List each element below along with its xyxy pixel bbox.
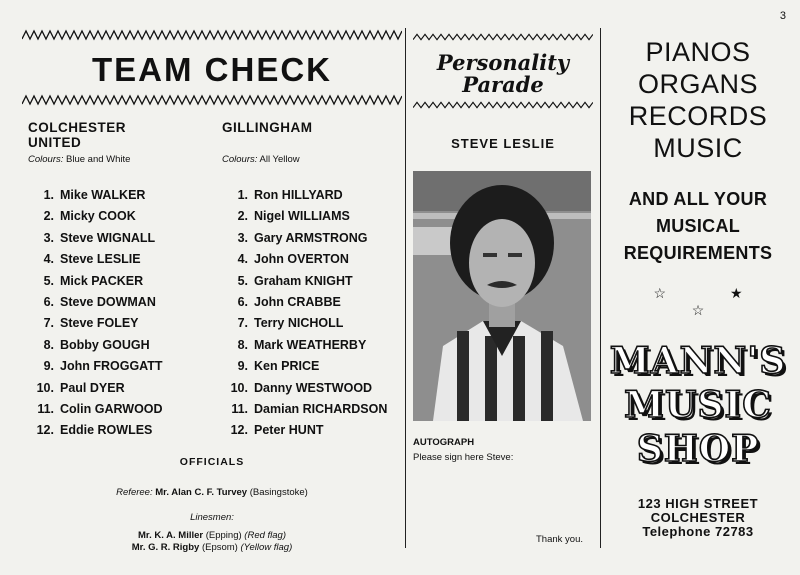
- referee-name: Mr. Alan C. F. Turvey: [155, 487, 248, 498]
- player-surname: WILLIAMS: [288, 209, 350, 224]
- player-row: [222, 249, 412, 270]
- player-surname: RICHARDSON: [302, 401, 388, 416]
- player-photo: [413, 171, 591, 421]
- home-team-name: COLCHESTER UNITED: [28, 120, 127, 150]
- player-surname: NICHOLL: [287, 316, 344, 331]
- autograph-label: AUTOGRAPH: [413, 437, 475, 448]
- player-surname: ARMSTRONG: [285, 230, 368, 245]
- player-first-name: Mick: [60, 273, 88, 288]
- player-number: 3.: [237, 230, 248, 245]
- home-player-list: [28, 185, 218, 442]
- home-team: [28, 120, 218, 442]
- player-number: 5.: [43, 273, 54, 288]
- personality-parade-title: [413, 52, 593, 96]
- player-surname: HUNT: [288, 423, 324, 438]
- player-row: [28, 313, 218, 334]
- player-number: 4.: [237, 252, 248, 267]
- player-number: 12.: [230, 423, 248, 438]
- away-team-colours: [222, 154, 412, 165]
- player-row: [222, 313, 412, 334]
- player-surname: DYER: [89, 380, 125, 395]
- title-line: Parade: [462, 72, 544, 97]
- player-number: 10.: [230, 380, 248, 395]
- player-first-name: John: [60, 359, 90, 374]
- zigzag-border-top: [22, 29, 402, 41]
- player-surname: WESTWOOD: [295, 380, 373, 395]
- advert-line: ORGANS: [637, 69, 759, 99]
- advert-subline: MUSICAL: [655, 216, 741, 236]
- player-number: 6.: [237, 294, 248, 309]
- player-row: [28, 335, 218, 356]
- player-first-name: Ron: [254, 188, 279, 202]
- player-first-name: Steve: [60, 230, 94, 245]
- player-row: [28, 228, 218, 249]
- shop-name-line: MANN'S: [609, 340, 787, 382]
- player-first-name: Steve: [60, 294, 94, 309]
- player-first-name: Steve: [60, 316, 94, 331]
- away-team: [222, 120, 412, 442]
- player-number: 2.: [237, 209, 248, 224]
- player-surname: FOLEY: [96, 316, 139, 331]
- player-row: [222, 228, 412, 249]
- player-name-heading: STEVE LESLIE: [451, 136, 555, 151]
- player-row: [28, 271, 218, 292]
- column-divider: [600, 28, 601, 548]
- player-number: 11.: [231, 401, 248, 416]
- away-team-name: GILLINGHAM: [222, 120, 313, 135]
- shop-name-line: MUSIC: [624, 384, 772, 426]
- player-first-name: John: [254, 294, 284, 309]
- music-shop-advert: [606, 36, 790, 546]
- officials-section: [22, 456, 402, 554]
- player-surname: GOUGH: [102, 337, 150, 352]
- player-number: 9.: [43, 359, 54, 374]
- player-row: [28, 378, 218, 399]
- column-divider: [405, 28, 406, 548]
- advert-subline: AND ALL YOUR: [628, 189, 768, 209]
- player-row: [28, 185, 218, 206]
- player-surname: HILLYARD: [281, 188, 343, 202]
- autograph-prompt: Please sign here Steve:: [413, 452, 514, 463]
- linesman-name: Mr. K. A. Miller: [137, 530, 204, 541]
- linesman-town: (Epsom): [201, 542, 238, 553]
- player-surname: DOWMAN: [96, 294, 156, 309]
- player-row: [28, 420, 218, 441]
- player-surname: ROWLES: [97, 423, 153, 438]
- player-first-name: Bobby: [60, 337, 99, 352]
- player-row: [222, 420, 412, 441]
- thank-you-text: Thank you.: [536, 534, 583, 545]
- player-surname: FROGGATT: [93, 359, 163, 374]
- telephone: Telephone 72783: [642, 524, 754, 539]
- player-surname: OVERTON: [287, 252, 349, 267]
- player-number: 4.: [43, 252, 54, 267]
- player-surname: WALKER: [91, 188, 146, 202]
- player-row: [222, 185, 412, 206]
- player-number: 12.: [36, 423, 54, 438]
- referee-town: (Basingstoke): [249, 487, 308, 498]
- zigzag-border-bottom: [22, 94, 402, 106]
- player-number: 1.: [43, 188, 54, 202]
- player-first-name: Danny: [254, 380, 293, 395]
- advert-line: RECORDS: [628, 101, 768, 131]
- player-first-name: Gary: [254, 230, 283, 245]
- player-first-name: Steve: [60, 252, 94, 267]
- player-surname: WIGNALL: [96, 230, 156, 245]
- star-icons: ☆ ★ ☆: [653, 285, 773, 318]
- advert-subline: REQUIREMENTS: [623, 243, 773, 263]
- player-row: [222, 378, 412, 399]
- officials-heading: OFFICIALS: [179, 456, 245, 468]
- linesman-town: (Epping): [205, 530, 242, 541]
- team-check-panel: [22, 28, 402, 553]
- player-surname: COOK: [98, 209, 136, 224]
- player-row: [222, 271, 412, 292]
- linesman-flag: (Yellow flag): [240, 542, 293, 553]
- home-team-colours: [28, 154, 218, 165]
- player-surname: GARWOOD: [94, 401, 163, 416]
- zigzag-border-top: [413, 33, 593, 41]
- linesman-flag: (Red flag): [244, 530, 287, 541]
- colours-label: Colours:: [28, 154, 64, 165]
- player-row: [222, 356, 412, 377]
- player-row: [28, 356, 218, 377]
- player-first-name: Terry: [254, 316, 285, 331]
- shop-address: [606, 497, 790, 539]
- player-row: [222, 399, 412, 420]
- player-number: 1.: [237, 188, 248, 202]
- linesmen-block: [22, 512, 402, 554]
- player-first-name: Colin: [60, 401, 92, 416]
- page-number: 3: [779, 10, 786, 22]
- advert-line: PIANOS: [645, 37, 751, 67]
- player-number: 6.: [43, 294, 54, 309]
- player-surname: LESLIE: [96, 252, 141, 267]
- player-row: [28, 399, 218, 420]
- player-row: [222, 206, 412, 227]
- player-first-name: John: [254, 252, 284, 267]
- linesman-name: Mr. G. R. Rigby: [131, 542, 200, 553]
- player-row: [222, 335, 412, 356]
- advert-line: MUSIC: [653, 133, 743, 163]
- personality-parade-panel: [413, 28, 593, 548]
- address-city: COLCHESTER: [650, 510, 746, 525]
- advert-subtext: [606, 186, 790, 267]
- player-row: [28, 292, 218, 313]
- zigzag-border-bottom: [413, 101, 593, 109]
- shop-name-line: SHOP: [636, 428, 760, 470]
- address-line: 123 HIGH STREET: [637, 496, 759, 511]
- player-surname: PACKER: [91, 273, 144, 288]
- player-number: 7.: [43, 316, 54, 331]
- player-number: 2.: [43, 209, 54, 224]
- player-first-name: Nigel: [254, 209, 285, 224]
- player-row: [28, 249, 218, 270]
- player-first-name: Damian: [254, 401, 300, 416]
- player-number: 7.: [237, 316, 248, 331]
- player-first-name: Paul: [60, 380, 87, 395]
- away-player-list: [222, 185, 412, 442]
- team-check-title: TEAM CHECK: [92, 51, 332, 88]
- player-first-name: Mark: [254, 337, 284, 352]
- player-surname: WEATHERBY: [286, 337, 367, 352]
- player-number: 10.: [36, 380, 54, 395]
- player-number: 8.: [237, 337, 248, 352]
- player-first-name: Micky: [60, 209, 95, 224]
- linesman-row: [22, 530, 402, 542]
- player-number: 11.: [37, 401, 54, 416]
- colours-value: All Yellow: [259, 154, 300, 165]
- player-first-name: Peter: [254, 423, 286, 438]
- player-surname: PRICE: [281, 359, 320, 374]
- player-first-name: Graham: [254, 273, 302, 288]
- referee-line: [22, 487, 402, 498]
- colours-value: Blue and White: [66, 154, 131, 165]
- player-portrait-image: [413, 171, 591, 421]
- player-row: [28, 206, 218, 227]
- player-number: 3.: [43, 230, 54, 245]
- player-surname: KNIGHT: [304, 273, 353, 288]
- player-number: 5.: [237, 273, 248, 288]
- player-number: 8.: [43, 337, 54, 352]
- linesman-row: [22, 542, 402, 554]
- player-first-name: Mike: [60, 188, 88, 202]
- player-row: [222, 292, 412, 313]
- colours-label: Colours:: [222, 154, 258, 165]
- player-first-name: Eddie: [60, 423, 95, 438]
- player-surname: CRABBE: [287, 294, 341, 309]
- shop-name-logo: [606, 339, 790, 471]
- linesmen-label: Linesmen:: [190, 512, 234, 523]
- title-line: Personality: [436, 50, 570, 75]
- player-first-name: Ken: [254, 359, 278, 374]
- referee-label: Referee:: [116, 487, 153, 498]
- player-number: 9.: [237, 359, 248, 374]
